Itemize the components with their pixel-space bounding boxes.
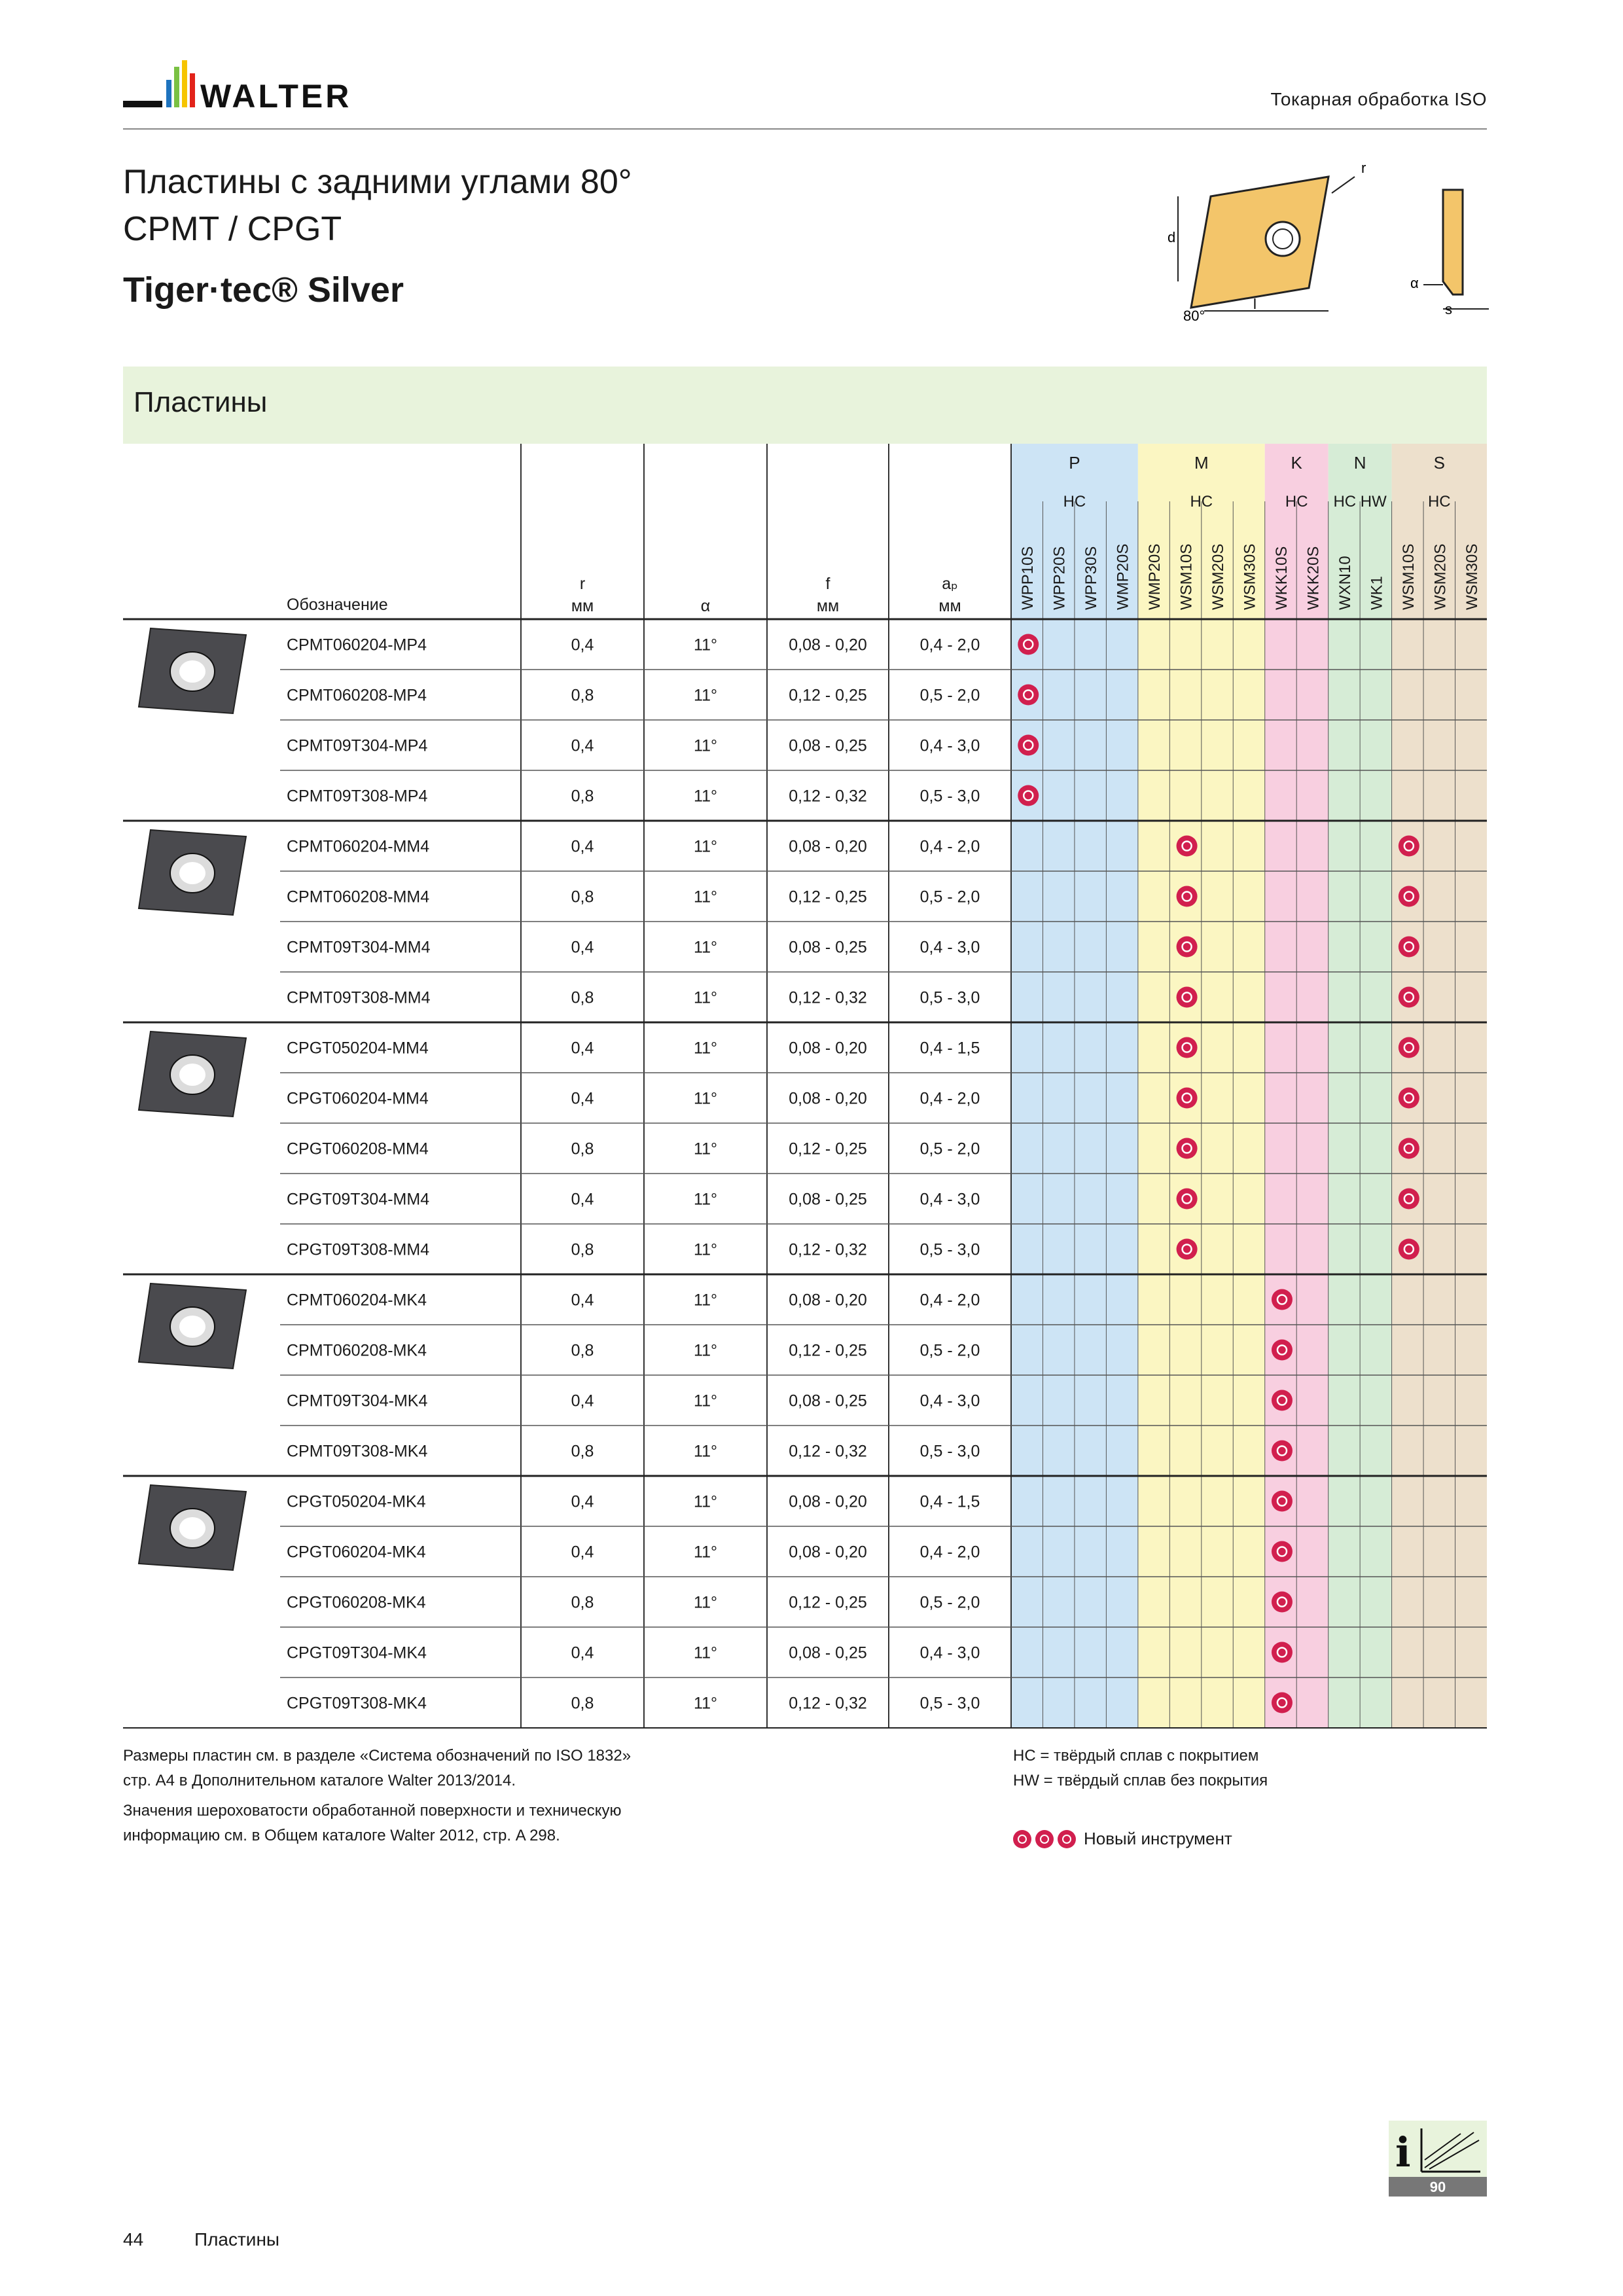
insert-code: CPGT060204-MM4 [287,1089,429,1108]
col-header-ap: aₚ [942,575,958,593]
new-tool-mark [1272,1340,1293,1361]
material-column-S [1392,444,1487,1728]
grade-label: WSM20S [1209,543,1228,610]
new-tool-mark [1018,685,1039,706]
value-alpha: 11° [694,1341,717,1360]
insert-code: CPGT050204-MK4 [287,1492,426,1511]
new-tool-mark [1272,1642,1293,1663]
value-ap: 0,5 - 3,0 [919,1694,980,1713]
footnote-line: стр. A4 в Дополнительном каталоге Walter 2013/2014. [123,1772,516,1789]
value-alpha: 11° [694,837,717,856]
material-group-P: P [1069,453,1080,473]
col-header-f: f [825,575,830,593]
col-header-ap-unit: мм [938,597,961,615]
value-ap: 0,4 - 3,0 [919,1391,980,1410]
value-ap: 0,5 - 3,0 [919,988,980,1007]
value-r: 0,8 [571,1694,594,1713]
footnotes-left [123,1744,974,1848]
walter-logo [123,60,404,117]
value-ap: 0,5 - 2,0 [919,1341,980,1360]
value-r: 0,4 [571,1089,594,1108]
value-r: 0,4 [571,1543,594,1562]
value-r: 0,8 [571,686,594,705]
value-alpha: 11° [694,1139,717,1158]
value-alpha: 11° [694,1240,717,1259]
footer-section: Пластины [194,2229,280,2250]
grade-label: WK1 [1368,575,1386,610]
value-ap: 0,4 - 3,0 [919,1643,980,1662]
new-tool-mark [1177,987,1198,1008]
insert-shape [1191,177,1329,308]
grade-label: WSM10S [1399,543,1418,610]
value-r: 0,4 [571,1190,594,1209]
insert-code: CPGT09T304-MM4 [287,1190,430,1209]
coating-K: HC [1285,493,1308,511]
col-header-alpha: α [700,597,711,615]
coating-N: HC HW [1333,493,1387,511]
value-f: 0,12 - 0,25 [789,1341,867,1360]
new-tool-icon [1013,1830,1031,1848]
new-tool-mark [1177,1189,1198,1210]
value-f: 0,12 - 0,32 [789,1240,867,1259]
new-tool-mark [1018,735,1039,756]
insert-table [123,444,1487,1740]
insert-hole [1266,222,1300,256]
material-group-S: S [1433,453,1445,473]
new-tool-mark [1399,886,1419,907]
coating-S: HC [1427,493,1451,511]
grade-label: WKK10S [1272,546,1291,610]
diagram-l: l [1253,296,1257,312]
coating-P: HC [1063,493,1086,511]
value-f: 0,12 - 0,25 [789,1139,867,1158]
value-ap: 0,5 - 3,0 [919,787,980,806]
insert-code: CPMT09T308-MK4 [287,1442,428,1461]
value-f: 0,08 - 0,25 [789,938,867,957]
value-f: 0,12 - 0,32 [789,1442,867,1461]
value-f: 0,08 - 0,20 [789,1039,867,1058]
insert-code: CPMT060204-MP4 [287,636,427,655]
value-r: 0,4 [571,1291,594,1310]
insert-code: CPMT09T304-MM4 [287,938,431,957]
new-tool-mark [1399,1189,1419,1210]
insert-code: CPMT09T304-MP4 [287,736,428,755]
insert-image-hole-inner [179,1316,205,1338]
value-ap: 0,4 - 2,0 [919,636,980,655]
value-alpha: 11° [694,1089,717,1108]
value-f: 0,12 - 0,32 [789,787,867,806]
new-tool-mark [1177,1037,1198,1058]
footnote-hw: HW = твёрдый сплав без покрытия [1013,1772,1268,1789]
value-alpha: 11° [694,888,717,906]
value-ap: 0,4 - 2,0 [919,1291,980,1310]
new-tool-mark [1272,1491,1293,1512]
value-r: 0,8 [571,1139,594,1158]
new-tool-mark [1177,937,1198,958]
new-tool-mark [1177,836,1198,857]
info-badge[interactable] [1389,2121,1487,2197]
legend-label: Новый инструмент [1084,1829,1232,1848]
value-alpha: 11° [694,686,717,705]
legend [1013,1829,1232,1849]
value-r: 0,4 [571,1391,594,1410]
grade-label: WMP20S [1146,543,1164,610]
coating-M: HC [1190,493,1213,511]
value-r: 0,4 [571,837,594,856]
grade-label: WSM20S [1431,543,1450,610]
value-f: 0,08 - 0,20 [789,1492,867,1511]
value-f: 0,12 - 0,25 [789,1593,867,1612]
value-r: 0,4 [571,1492,594,1511]
col-header-designation: Обозначение [287,596,388,614]
value-ap: 0,4 - 1,5 [919,1492,980,1511]
value-ap: 0,4 - 1,5 [919,1039,980,1058]
material-group-N: N [1353,453,1366,473]
section-band-title: Пластины [134,386,268,418]
value-r: 0,4 [571,636,594,655]
grade-label: WSM30S [1463,543,1481,610]
new-tool-mark [1177,1088,1198,1109]
value-ap: 0,5 - 2,0 [919,686,980,705]
value-alpha: 11° [694,1391,717,1410]
insert-code: CPMT09T308-MM4 [287,988,431,1007]
value-r: 0,8 [571,1341,594,1360]
grade-label: WPP20S [1050,546,1069,610]
value-r: 0,4 [571,1039,594,1058]
value-f: 0,12 - 0,32 [789,1694,867,1713]
footnote-hc: HC = твёрдый сплав с покрытием [1013,1747,1259,1765]
value-f: 0,08 - 0,20 [789,636,867,655]
badge-number: 90 [1429,2179,1446,2195]
value-ap: 0,5 - 2,0 [919,1139,980,1158]
value-ap: 0,4 - 2,0 [919,1543,980,1562]
logo-text: WALTER [200,78,352,115]
insert-code: CPGT060208-MM4 [287,1139,429,1158]
new-tool-mark [1272,1441,1293,1462]
grade-label: WKK20S [1304,546,1323,610]
grade-label: WPP10S [1019,546,1037,610]
new-tool-mark [1399,1138,1419,1159]
insert-image-hole-inner [179,1064,205,1086]
insert-code: CPMT060204-MK4 [287,1291,427,1310]
insert-code: CPMT09T308-MP4 [287,787,428,806]
new-tool-mark [1177,1138,1198,1159]
page-number: 44 [123,2229,144,2250]
value-r: 0,8 [571,988,594,1007]
insert-image-hole-inner [179,1517,205,1539]
value-f: 0,08 - 0,20 [789,837,867,856]
value-ap: 0,4 - 2,0 [919,1089,980,1108]
value-f: 0,08 - 0,20 [789,1291,867,1310]
new-tool-mark [1177,886,1198,907]
page-subtitle: CPMT / CPGT [123,210,342,248]
section-label: Токарная обработка ISO [1270,89,1487,109]
diagram-angle: 80° [1183,308,1205,324]
insert-code: CPGT050204-MM4 [287,1039,429,1058]
value-r: 0,4 [571,1643,594,1662]
new-tool-mark [1177,1239,1198,1260]
value-f: 0,08 - 0,25 [789,736,867,755]
col-header-r-unit: мм [571,597,594,615]
insert-code: CPMT060204-MM4 [287,837,430,856]
product-line: Tiger·tec® Silver [123,270,404,310]
value-ap: 0,4 - 2,0 [919,837,980,856]
value-alpha: 11° [694,787,717,806]
insert-code: CPGT09T304-MK4 [287,1643,427,1662]
value-r: 0,8 [571,1593,594,1612]
insert-diagram [1165,164,1492,327]
value-alpha: 11° [694,1643,717,1662]
value-ap: 0,5 - 3,0 [919,1240,980,1259]
diagram-alpha: α [1410,275,1419,291]
insert-code: CPMT060208-MM4 [287,888,430,906]
col-header-r: r [579,575,586,593]
insert-side-view [1443,190,1463,295]
new-tool-mark [1018,785,1039,806]
diagram-d: d [1168,229,1176,245]
value-ap: 0,4 - 3,0 [919,1190,980,1209]
value-r: 0,8 [571,1240,594,1259]
insert-code: CPGT09T308-MM4 [287,1240,430,1259]
value-alpha: 11° [694,988,717,1007]
value-alpha: 11° [694,636,717,655]
value-ap: 0,5 - 2,0 [919,1593,980,1612]
value-alpha: 11° [694,1291,717,1310]
grade-label: WXN10 [1336,556,1354,610]
new-tool-mark [1399,1037,1419,1058]
footnote-line: Размеры пластин см. в разделе «Система обозначений по ISO 1832» [123,1747,632,1765]
info-icon: i [1395,2128,1411,2176]
value-f: 0,12 - 0,25 [789,686,867,705]
value-ap: 0,5 - 2,0 [919,888,980,906]
insert-code: CPMT060208-MP4 [287,686,427,705]
page-title: Пластины с задними углами 80° [123,163,632,201]
grade-label: WSM10S [1177,543,1196,610]
value-ap: 0,4 - 3,0 [919,938,980,957]
diagram-r: r [1361,164,1366,176]
value-f: 0,08 - 0,25 [789,1190,867,1209]
value-alpha: 11° [694,1492,717,1511]
new-tool-mark [1272,1289,1293,1310]
diagram-s: s [1445,301,1452,317]
value-r: 0,4 [571,736,594,755]
value-f: 0,08 - 0,25 [789,1391,867,1410]
value-r: 0,8 [571,1442,594,1461]
value-alpha: 11° [694,1694,717,1713]
insert-code: CPMT060208-MK4 [287,1341,427,1360]
header-divider [123,128,1487,130]
insert-code: CPGT09T308-MK4 [287,1694,427,1713]
new-tool-icon [1058,1830,1076,1848]
value-r: 0,8 [571,888,594,906]
insert-code: CPGT060204-MK4 [287,1543,426,1562]
grade-label: WMP20S [1114,543,1132,610]
value-f: 0,12 - 0,25 [789,888,867,906]
value-ap: 0,4 - 3,0 [919,736,980,755]
material-group-K: K [1291,453,1302,473]
new-tool-mark [1399,987,1419,1008]
grade-label: WSM30S [1241,543,1259,610]
new-tool-mark [1399,1088,1419,1109]
value-alpha: 11° [694,1543,717,1562]
value-ap: 0,5 - 3,0 [919,1442,980,1461]
new-tool-mark [1272,1592,1293,1613]
footnotes-right [1013,1744,1471,1793]
value-alpha: 11° [694,1593,717,1612]
new-tool-mark [1272,1541,1293,1562]
new-tool-mark [1272,1693,1293,1713]
value-f: 0,12 - 0,32 [789,988,867,1007]
section-band [123,367,1487,444]
value-f: 0,08 - 0,20 [789,1089,867,1108]
page-footer [123,2229,325,2250]
grade-label: WPP30S [1082,546,1101,610]
new-tool-mark [1399,937,1419,958]
new-tool-icon [1035,1830,1054,1848]
insert-image-hole-inner [179,862,205,884]
new-tool-mark [1018,634,1039,655]
insert-code: CPMT09T304-MK4 [287,1391,428,1410]
value-f: 0,08 - 0,25 [789,1643,867,1662]
value-alpha: 11° [694,1039,717,1058]
footnote-line: Значения шероховатости обработанной поверхности и техническую [123,1802,622,1820]
value-f: 0,08 - 0,20 [789,1543,867,1562]
new-tool-mark [1399,836,1419,857]
footnote-line: информацию см. в Общем каталоге Walter 2012, стр. A 298. [123,1827,560,1844]
insert-image-hole-inner [179,660,205,683]
col-header-f-unit: мм [816,597,840,615]
new-tool-mark [1399,1239,1419,1260]
value-r: 0,4 [571,938,594,957]
insert-code: CPGT060208-MK4 [287,1593,426,1612]
value-alpha: 11° [694,938,717,957]
value-alpha: 11° [694,1442,717,1461]
new-tool-mark [1272,1390,1293,1411]
value-r: 0,8 [571,787,594,806]
material-group-M: M [1194,453,1209,473]
value-alpha: 11° [694,1190,717,1209]
value-alpha: 11° [694,736,717,755]
